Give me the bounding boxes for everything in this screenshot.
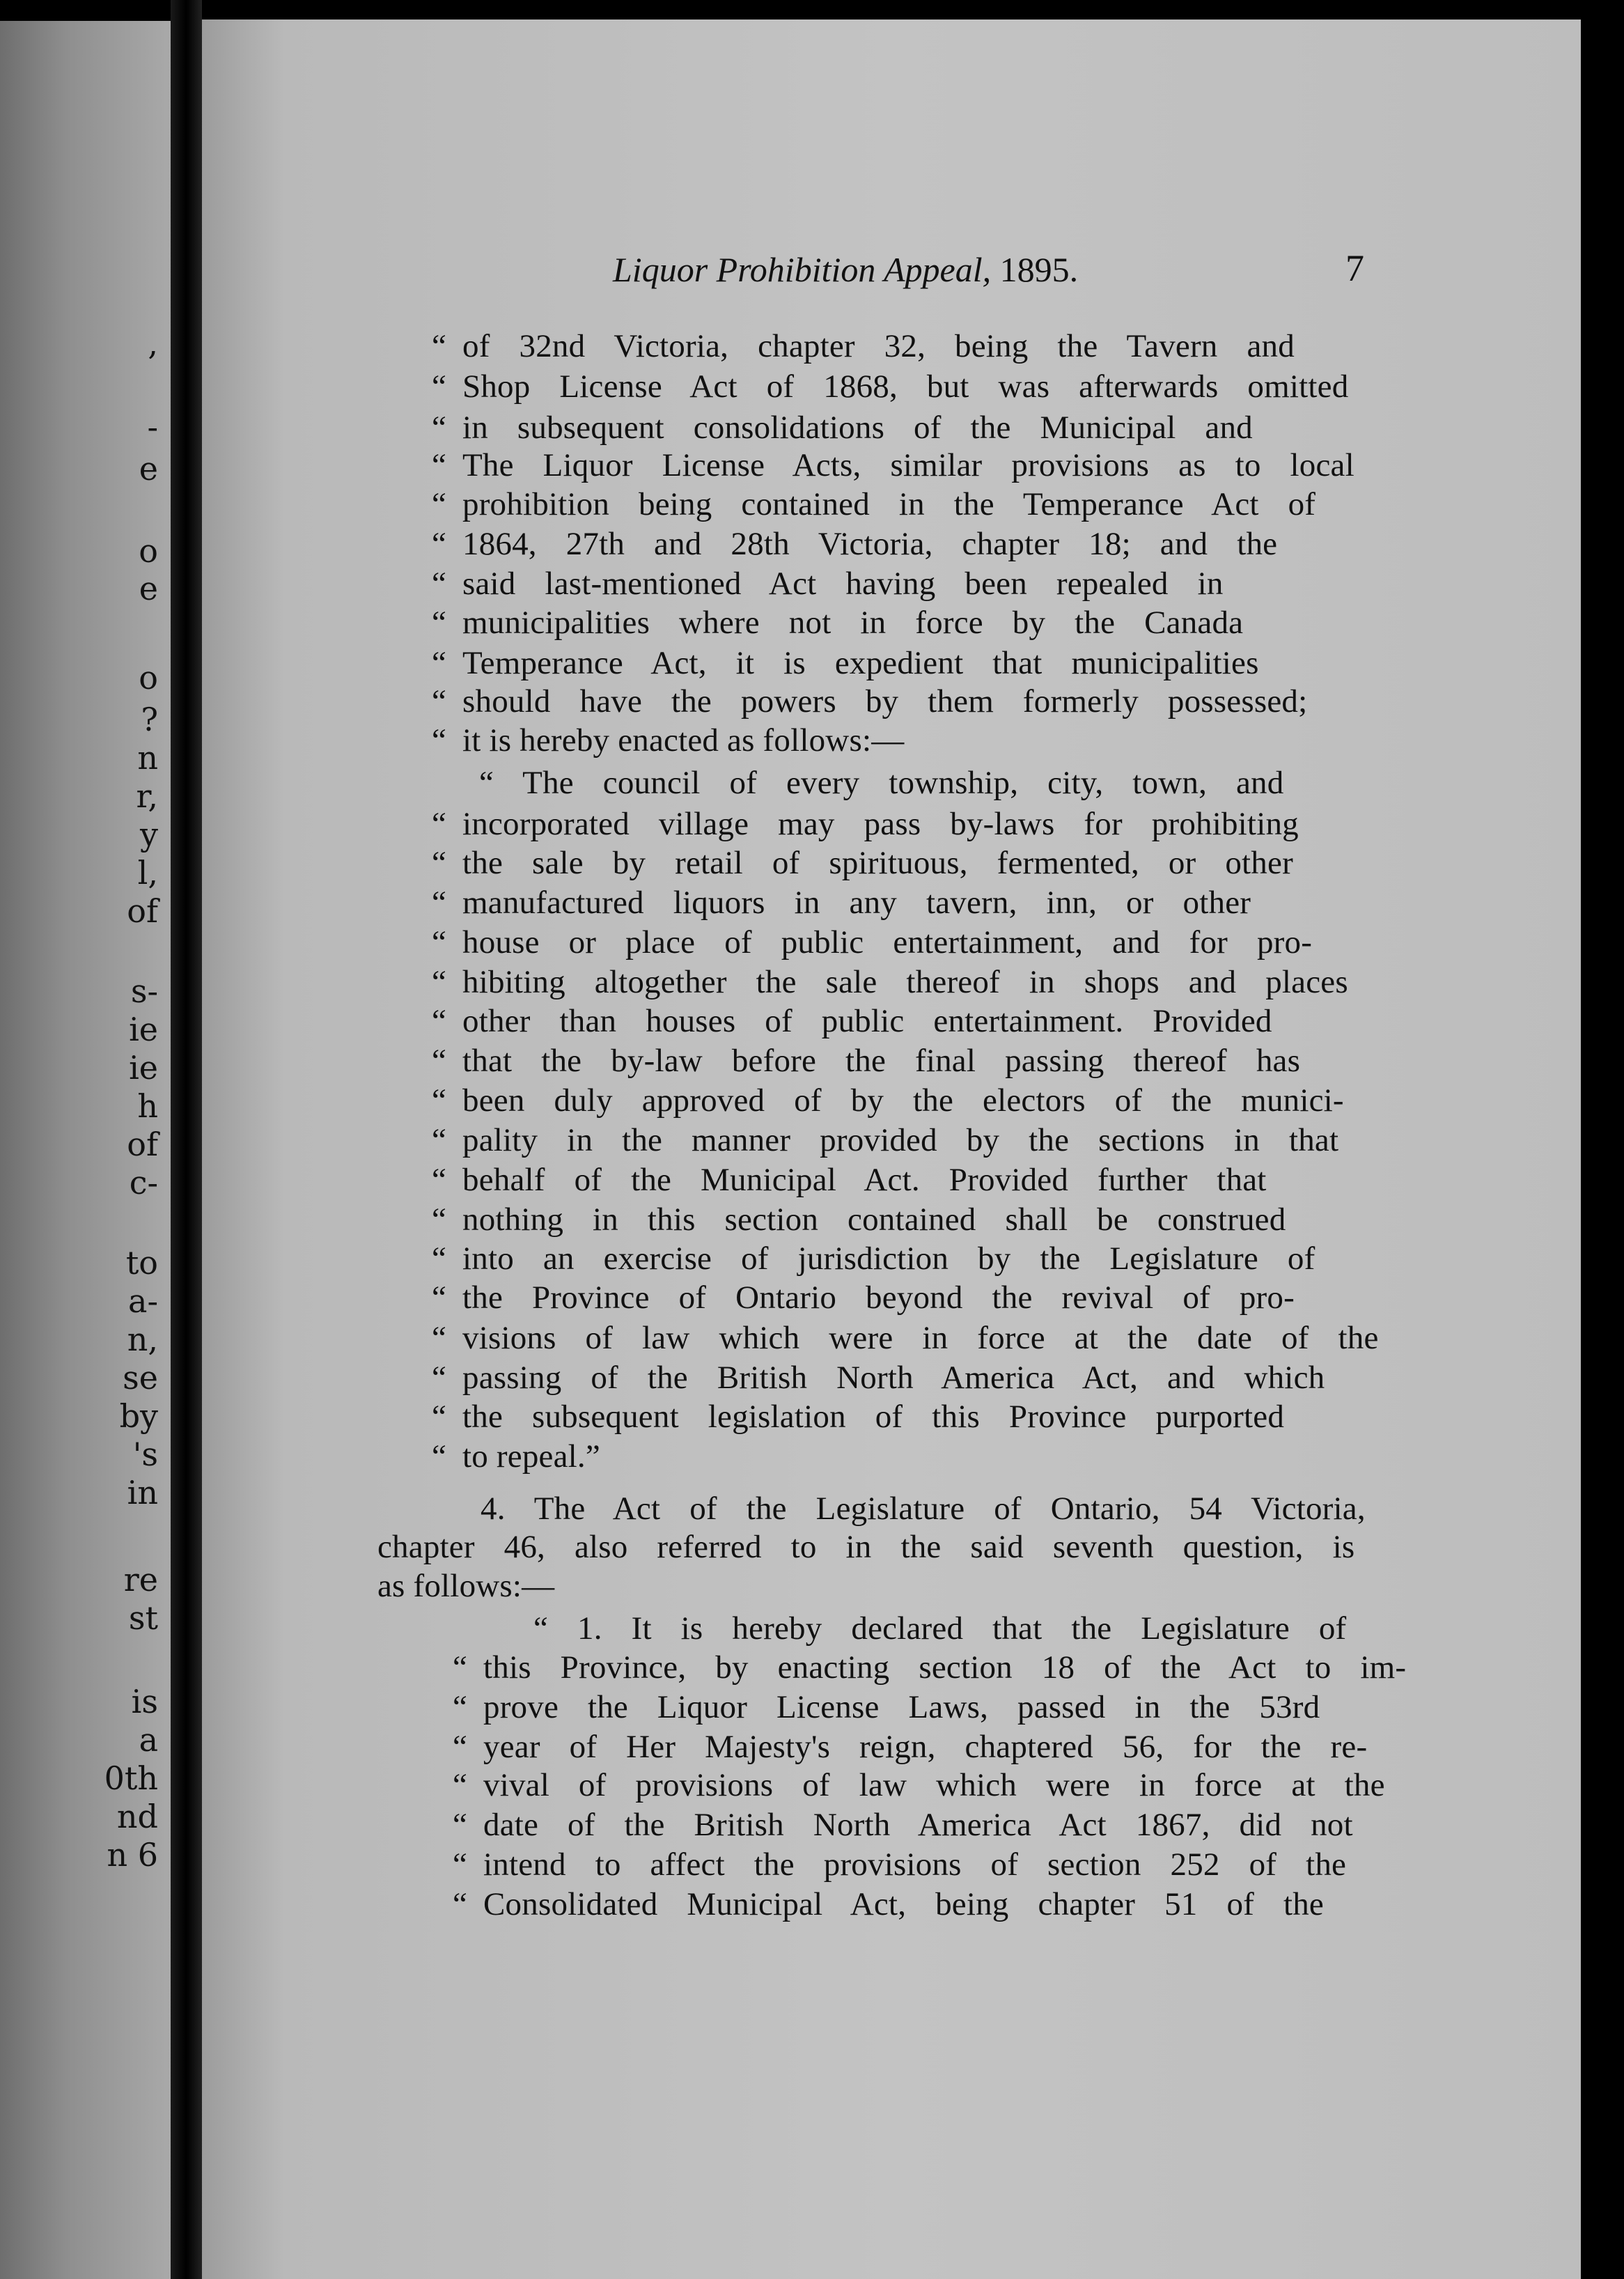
line-text: nothing in this section contained shall be construed [462,1201,1286,1238]
line-text: “ 1. It is hereby declared that the Legislature of [533,1610,1347,1647]
text-line [453,1769,1385,1802]
previous-page-fragment: ie [129,1011,158,1048]
text-line [432,1362,1325,1394]
previous-page-fragment: is [131,1683,158,1720]
line-text: this Province, by enacting section 18 of the Act to im- [483,1649,1407,1686]
text-line [479,767,1283,800]
line-text: The Liquor License Acts, similar provisions as to local [462,447,1354,483]
line-quote-mark: “ [432,328,447,364]
line-quote-mark: “ [432,1082,447,1119]
text-line [432,887,1251,919]
text-line [432,926,1312,959]
text-line [432,1201,1286,1238]
line-text: the subsequent legislation of this Province purported [462,1399,1285,1435]
line-text: as follows:— [377,1568,555,1604]
line-quote-mark: “ [453,1649,468,1686]
line-quote-mark: “ [432,368,447,405]
previous-page-fragment: nd [116,1798,158,1835]
previous-page-fragment: 's [132,1436,158,1473]
line-quote-mark: “ [432,645,447,681]
previous-page-fragment: o [139,532,158,570]
line-text: “ The council of every township, city, town, and [479,765,1284,801]
text-line [432,1240,1315,1277]
previous-page-fragment: r, [136,777,158,815]
previous-page-fragment: 0th [104,1759,158,1797]
text-line [432,488,1315,521]
book-gutter [171,0,202,2279]
text-line [432,330,1295,363]
line-text: in subsequent consolidations of the Municipal and [462,410,1253,446]
previous-page-fragment: of [127,1126,158,1163]
line-text: chapter 46, also referred to in the said seventh question, is [377,1529,1355,1565]
text-line [377,1570,554,1603]
text-line [432,368,1349,405]
previous-page-fragment: ? [141,701,158,738]
line-quote-mark: “ [432,410,447,446]
line-quote-mark: “ [432,526,447,562]
line-text: of 32nd Victoria, chapter 32, being the Tavern and [462,328,1295,364]
line-text: 4. The Act of the Legislature of Ontario, 54 Victoria, [481,1491,1366,1527]
text-line [432,966,1348,999]
line-text: pality in the manner provided by the sections in that [462,1122,1339,1158]
page-number: 7 [1345,247,1364,289]
line-quote-mark: “ [432,1399,447,1435]
text-line [432,1164,1267,1197]
text-line [432,412,1253,444]
line-quote-mark: “ [432,1043,447,1079]
previous-page-fragment: ie [129,1049,158,1087]
line-quote-mark: “ [432,1122,447,1158]
line-text: house or place of public entertainment, and for pro- [462,924,1313,960]
line-text: Shop License Act of 1868, but was afterwards omitted [462,368,1349,405]
line-text: 1864, 27th and 28th Victoria, chapter 18; and the [462,526,1278,562]
line-quote-mark: “ [432,566,447,602]
previous-page-fragment: l, [137,854,158,892]
line-quote-mark: “ [432,722,447,759]
line-quote-mark: “ [432,1003,447,1039]
line-quote-mark: “ [432,605,447,641]
previous-page-fragment: se [123,1359,158,1397]
text-line [432,724,904,757]
text-line [432,847,1293,880]
text-line [481,1493,1366,1525]
line-quote-mark: “ [453,1807,468,1843]
text-line [453,1731,1367,1764]
running-head-year: 1895. [999,250,1079,289]
running-head-title: Liquor Prohibition Appeal, [613,250,992,289]
line-text: year of Her Majesty's reign, chaptered 56, for the re- [483,1729,1368,1765]
line-text: that the by-law before the final passing thereof has [462,1043,1301,1079]
previous-page-fragment: n 6 [107,1836,158,1874]
line-quote-mark: “ [453,1886,468,1922]
previous-page-fragment: h [137,1087,158,1125]
line-quote-mark: “ [453,1729,468,1765]
text-line [432,568,1224,600]
text-line [432,685,1307,718]
previous-page-fragment: e [139,450,158,488]
previous-page-fragment: s- [130,972,158,1010]
line-quote-mark: “ [432,1320,447,1356]
previous-page-fragment: e [139,570,158,607]
previous-page-fragment: , [148,325,158,362]
running-head [613,249,1078,290]
line-quote-mark: “ [432,885,447,921]
previous-page-fragment: c- [129,1164,158,1201]
line-text: to repeal.” [462,1438,600,1475]
line-text: should have the powers by them formerly possessed; [462,683,1308,720]
text-line [453,1888,1324,1921]
line-quote-mark: “ [453,1689,468,1725]
text-line [432,1401,1284,1433]
line-quote-mark: “ [432,806,447,842]
line-quote-mark: “ [453,1767,468,1803]
line-text: passing of the British North America Act, and which [462,1360,1325,1396]
text-line [432,647,1259,680]
line-text: incorporated village may pass by-laws for prohibiting [462,806,1299,842]
line-quote-mark: “ [432,845,447,881]
previous-page-fragment: y [140,816,158,853]
text-line [432,607,1243,639]
text-line [432,449,1354,482]
line-text: visions of law which were in force at the date of the [462,1320,1379,1356]
line-quote-mark: “ [432,683,447,720]
line-text: other than houses of public entertainment. Provided [462,1003,1272,1039]
line-quote-mark: “ [432,1360,447,1396]
line-text: the Province of Ontario beyond the revival of pro- [462,1279,1295,1316]
previous-page-fragment: a- [128,1282,158,1320]
line-quote-mark: “ [453,1846,468,1883]
text-line [377,1531,1354,1564]
line-quote-mark: “ [432,447,447,483]
text-line [432,1279,1295,1316]
line-text: the sale by retail of spirituous, fermented, or other [462,845,1293,881]
line-text: manufactured liquors in any tavern, inn, or other [462,885,1251,921]
previous-page-fragment: n [137,739,158,777]
line-text: vival of provisions of law which were in force at the [483,1767,1385,1803]
line-text: Temperance Act, it is expedient that municipalities [462,645,1259,681]
text-line [453,1691,1320,1724]
line-text: said last-mentioned Act having been repealed in [462,566,1224,602]
previous-page-fragment: st [128,1599,158,1637]
previous-page-edge [0,21,171,2279]
previous-page-fragment: of [127,892,158,930]
line-text: date of the British North America Act 1867, did not [483,1807,1353,1843]
book-page [202,20,1581,2279]
previous-page-fragment: o [139,659,158,697]
text-line [432,1124,1338,1157]
previous-page-fragment: a [139,1721,158,1759]
text-line [432,1045,1300,1078]
line-quote-mark: “ [432,1201,447,1238]
text-line [432,1084,1344,1117]
text-line [453,1846,1347,1883]
line-quote-mark: “ [432,964,447,1000]
line-text: intend to affect the provisions of section 252 of the [483,1846,1347,1883]
scan-border [1581,0,1624,2279]
line-text: prove the Liquor License Laws, passed in the 53rd [483,1689,1320,1725]
text-line [432,1322,1379,1355]
text-line [432,808,1299,841]
line-quote-mark: “ [432,486,447,522]
line-text: into an exercise of jurisdiction by the Legislature of [462,1240,1315,1277]
text-line [432,528,1277,561]
line-quote-mark: “ [432,1240,447,1277]
line-quote-mark: “ [432,924,447,960]
line-text: hibiting altogether the sale thereof in shops and places [462,964,1348,1000]
text-line [432,1005,1272,1038]
line-text: behalf of the Municipal Act. Provided further that [462,1162,1267,1198]
line-quote-mark: “ [432,1162,447,1198]
text-line [432,1440,600,1473]
previous-page-fragment: to [125,1244,158,1282]
text-line [453,1651,1406,1684]
line-text: prohibition being contained in the Temperance Act of [462,486,1316,522]
line-text: Consolidated Municipal Act, being chapter 51 of the [483,1886,1324,1922]
line-quote-mark: “ [432,1279,447,1316]
line-text: it is hereby enacted as follows:— [462,722,905,759]
text-line [453,1809,1353,1842]
previous-page-fragment: by [119,1397,158,1435]
previous-page-fragment: in [127,1474,158,1511]
previous-page-fragment: re [123,1561,158,1599]
previous-page-fragment: n, [127,1321,158,1358]
previous-page-fragment: - [147,408,158,446]
line-quote-mark: “ [432,1438,447,1475]
line-text: municipalities where not in force by the Canada [462,605,1244,641]
text-line [533,1612,1346,1645]
line-text: been duly approved of by the electors of the munici- [462,1082,1344,1119]
